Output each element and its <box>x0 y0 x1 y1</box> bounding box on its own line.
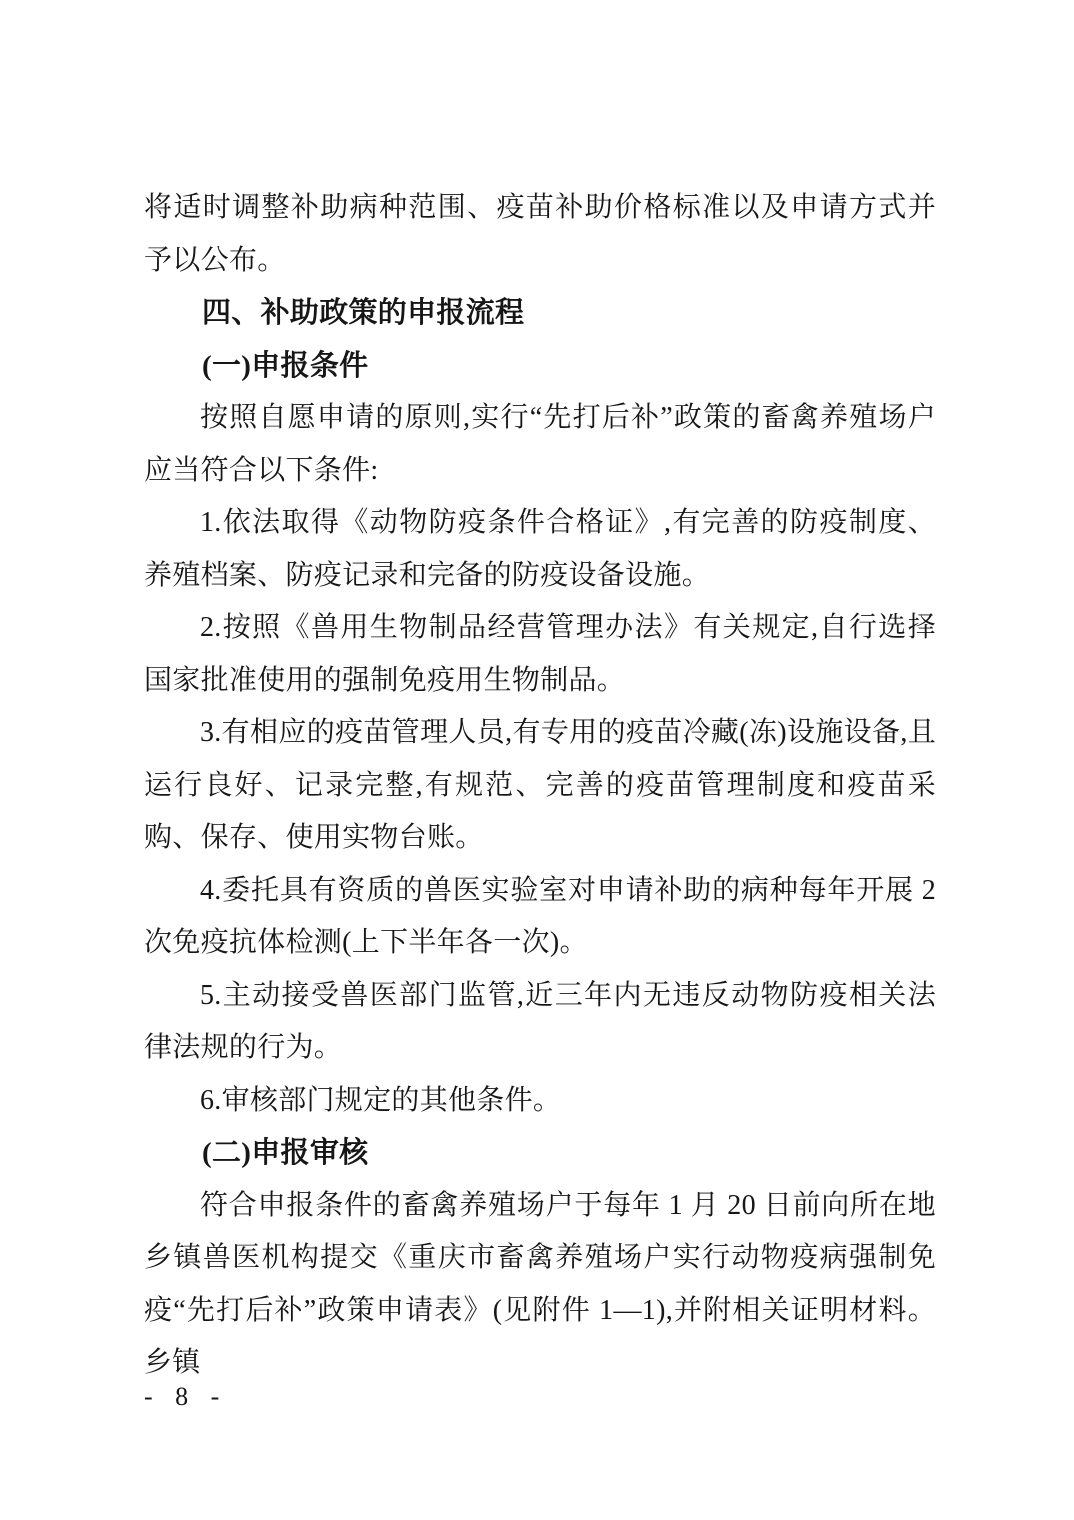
paragraph: 4.委托具有资质的兽医实验室对申请补助的病种每年开展 2 次免疫抗体检测(上下半年各一次)。 <box>144 874 936 958</box>
paragraph: 符合申报条件的畜禽养殖场户于每年 1 月 20 日前向所在地乡镇兽医机构提交《重庆市畜禽养殖场户实行动物疫病强制免疫“先打后补”政策申请表》(见附件 1—1),并附相关证明材料。乡镇 <box>144 1189 936 1378</box>
section-heading2: (二)申报审核 <box>202 1137 369 1169</box>
paragraph: 1.依法取得《动物防疫条件合格证》,有完善的防疫制度、养殖档案、防疫记录和完备的防疫设备设施。 <box>144 507 936 591</box>
paragraph: 3.有相应的疫苗管理人员,有专用的疫苗冷藏(冻)设施设备,且运行良好、记录完整,有规范、完善的疫苗管理制度和疫苗采购、保存、使用实物台账。 <box>144 717 936 853</box>
document-body <box>144 182 936 1390</box>
paragraph: 5.主动接受兽医部门监管,近三年内无违反动物防疫相关法律法规的行为。 <box>144 979 936 1063</box>
section-heading1: 四、补助政策的申报流程 <box>202 297 525 329</box>
section-heading2: (一)申报条件 <box>202 349 369 382</box>
paragraph: 按照自愿申请的原则,实行“先打后补”政策的畜禽养殖场户应当符合以下条件: <box>144 402 936 486</box>
page-number: - 8 - <box>144 1382 228 1411</box>
paragraph: 6.审核部门规定的其他条件。 <box>200 1084 562 1116</box>
paragraph: 2.按照《兽用生物制品经营管理办法》有关规定,自行选择国家批准使用的强制免疫用生物制品。 <box>144 612 936 696</box>
paragraph: 将适时调整补助病种范围、疫苗补助价格标准以及申请方式并予以公布。 <box>144 192 936 276</box>
